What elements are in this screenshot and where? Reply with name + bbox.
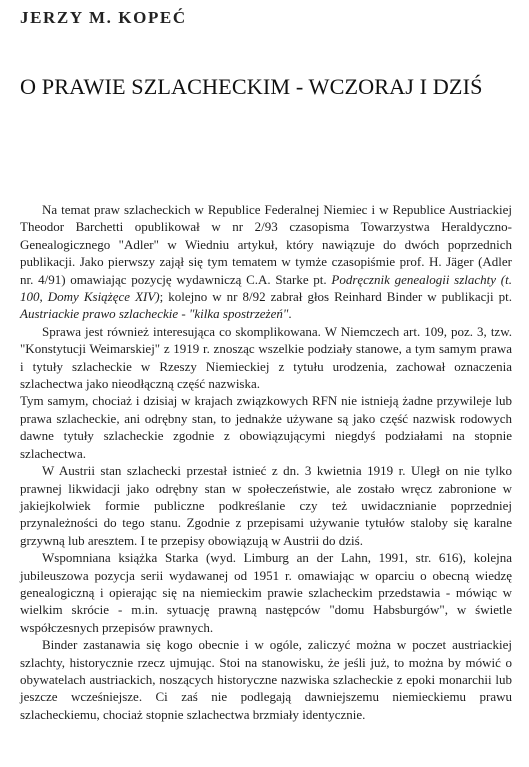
text-run: .: [288, 306, 292, 322]
body-paragraph: [20, 392, 512, 462]
text-run: Na temat praw szlacheckich w Republice Federalnej Niemiec i w Republice Austriackiej Theodor Barchetti opublikował w nr 2/93 czasopisma Towarzystwa Heraldyczno-Genealogicznego "Adler" w Wiedniu artykuł, który nawiązuje do dwóch poprzednich publikacji. Jako pierwszy zajął się tym tematem w tymże czasopiśmie prof. H. Jäger (Adler nr. 4/91) omawiając pozycję wydawniczą C.A. Starke pt.: [20, 202, 512, 287]
italic-title-run: Podręcznik genealogii szlachty (t. 100, Domy Książęce XIV): [20, 271, 512, 305]
text-run: Binder zastanawia się kogo obecnie i w ogóle, zaliczyć można w poczet austriackiej szlachty, historycznie rzecz ujmując. Stoi na stanowisku, że jeśli już, to można by mówić o obywatelach austriackich, noszących historyczne nazwiska szlacheckie z epoki monarchii lub jeszcze wcześniejsze. Ci zaś nie podlegają dawniejszemu niemieckiemu prawu szlacheckiemu, chociaż stopnie szlachectwa brzmiały identycznie.: [20, 637, 512, 722]
text-run: Sprawa jest również interesująca co skomplikowana. W Niemczech art. 109, poz. 3, tzw. "Konstytucji Weimarskiej" z 1919 r. znosząc wszelkie podziały stanowe, a tym samym prawa i tytuły szlacheckie w Rzeszy Niemieckiej z tytułu urodzenia, zachował oznaczenia szlachectwa jako nieodłączną część nazwiska.: [20, 323, 512, 392]
body-paragraph: [20, 549, 512, 636]
body-paragraph: [20, 636, 512, 723]
author-name: JERZY M. KOPEĆ: [20, 8, 187, 27]
text-run: Tym samym, chociaż i dzisiaj w krajach związkowych RFN nie istnieją żadne przywileje lub prawa szlacheckie, ani odrębny stan, to jednakże używane są jako część nazwisk rodowych dawne tytuły szlacheckie zgodnie z obowiązującymi niegdyś podziałami na stopnie szlachectwa.: [20, 393, 512, 461]
text-run: Wspomniana książka Starka (wyd. Limburg an der Lahn, 1991, str. 616), kolejna jubileuszowa pozycja serii wydawanej od 1951 r. omawiając w oparciu o obecną wiedzę genealogiczną i opierając się na niemieckim prawie szlacheckim przedstawia - mówiąc w wielkim skrócie - m.in. sytuację prawną następców "domu Habsburgów", w świetle współczesnych przepisów prawnych.: [20, 550, 512, 635]
article-title: O PRAWIE SZLACHECKIM - WCZORAJ I DZIŚ: [20, 74, 483, 99]
italic-title-run: Austriackie prawo szlacheckie - "kilka spostrzeżeń": [20, 306, 289, 322]
body-paragraph: [20, 462, 512, 549]
body-paragraph: [20, 323, 512, 393]
text-run: ; kolejno w nr 8/92 zabrał głos Reinhard Binder w publikacji pt.: [159, 289, 512, 305]
article-body: [20, 201, 512, 723]
body-paragraph: [20, 201, 512, 323]
text-run: W Austrii stan szlachecki przestał istnieć z dn. 3 kwietnia 1919 r. Uległ on nie tylko prawnej likwidacji jako odrębny stan w społeczeństwie, ale zostało wręcz zabronione w jakiejkolwiek formie publiczne podkreślanie czy też uwidacznianie poprzedniej przynależności do tego stanu. Zgodnie z przepisami używanie tytułów staloby się karalne grzywną lub aresztem. I te przepisy obowiązują w Austrii do dziś.: [20, 463, 512, 548]
